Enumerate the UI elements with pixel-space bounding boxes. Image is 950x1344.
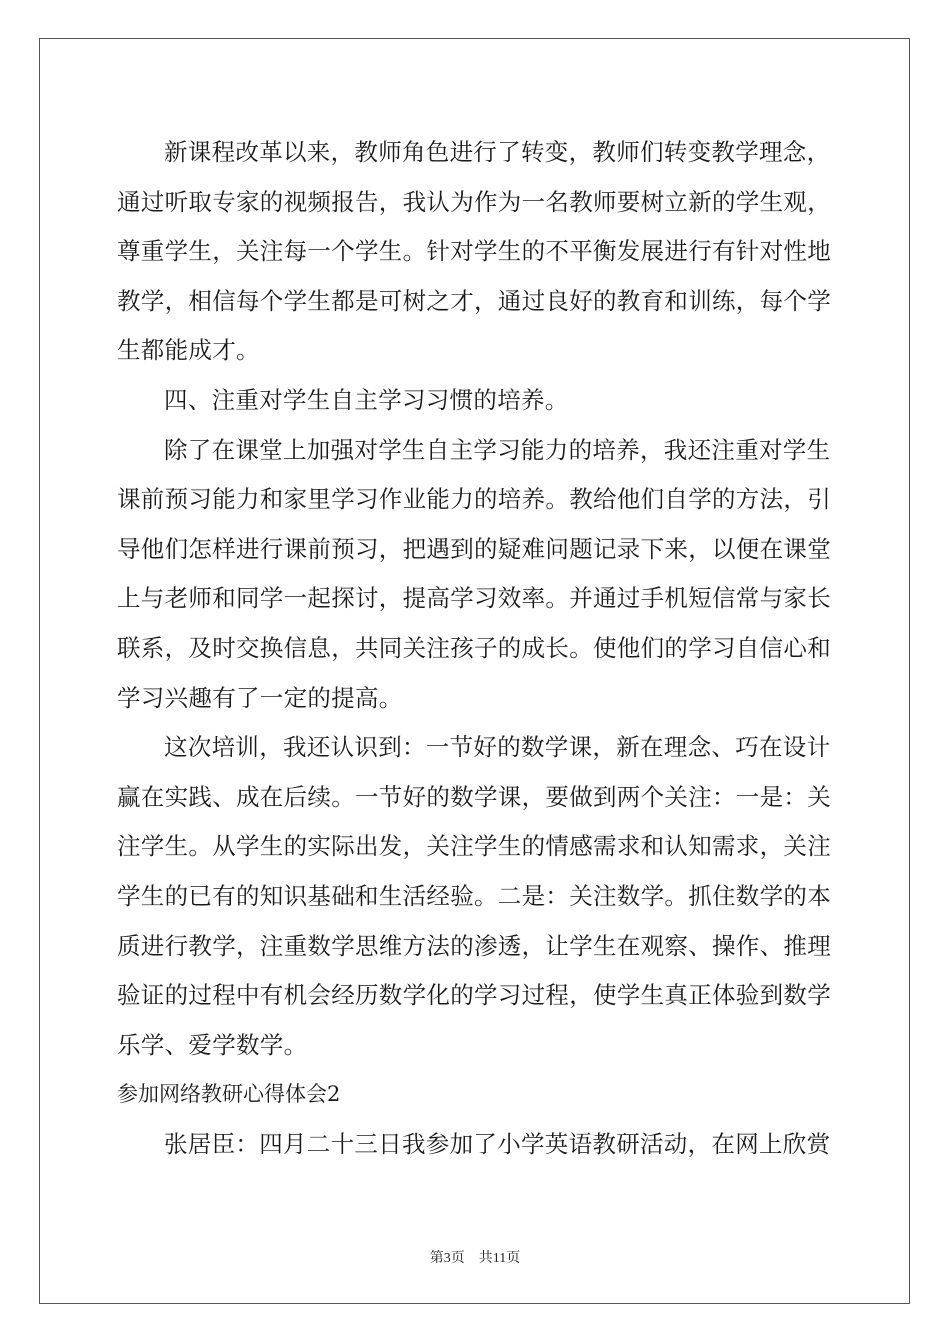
text-line: 通过听取专家的视频报告，我认为作为一名教师要树立新的学生观， <box>117 187 831 216</box>
paragraph-self-study <box>117 426 837 724</box>
text-line: 联系，及时交换信息，共同关注孩子的成长。使他们的学习自信心和 <box>117 633 831 662</box>
document-body <box>117 128 837 1169</box>
text-line: 上与老师和同学一起探讨，提高学习效率。并通过手机短信常与家长 <box>117 584 831 613</box>
text-line: 乐学、爱学数学。 <box>117 1030 308 1059</box>
text-line: 注学生。从学生的实际出发，关注学生的情感需求和认知需求，关注 <box>117 832 831 861</box>
text-line: 验证的过程中有机会经历数学化的学习过程，使学生真正体验到数学 <box>117 981 831 1010</box>
section-title: 参加网络教研心得体会2 <box>117 1082 341 1107</box>
text-line: 导他们怎样进行课前预习，把遇到的疑难问题记录下来，以便在课堂 <box>117 534 831 563</box>
text-line: 这次培训，我还认识到：一节好的数学课，新在理念、巧在设计 <box>164 733 831 762</box>
text-line: 四、注重对学生自主学习习惯的培养。 <box>164 385 569 414</box>
text-line: 新课程改革以来，教师角色进行了转变，教师们转变教学理念， <box>164 138 831 166</box>
text-line: 教学，相信每个学生都是可树之才，通过良好的教育和训练，每个学 <box>117 286 831 315</box>
paragraph-last: 张居臣：四月二十三日我参加了小学英语教研活动，在网上欣赏 <box>164 1129 831 1158</box>
text-line: 生都能成才。 <box>117 336 260 365</box>
text-line: 质进行教学，注重数学思维方法的渗透，让学生在观察、操作、推理 <box>117 931 831 960</box>
page-number-footer: 第3页 共11页 <box>429 1251 521 1266</box>
paragraph-role-change <box>117 128 837 376</box>
text-line: 课前预习能力和家里学习作业能力的培养。教给他们自学的方法，引 <box>117 485 831 514</box>
text-line: 学习兴趣有了一定的提高。 <box>117 683 403 712</box>
text-line: 学生的已有的知识基础和生活经验。二是：关注数学。抓住数学的本 <box>117 881 831 910</box>
text-line: 尊重学生，关注每一个学生。针对学生的不平衡发展进行有针对性地 <box>117 237 831 266</box>
section-four-heading <box>117 376 837 426</box>
text-line: 赢在实践、成在后续。一节好的数学课，要做到两个关注：一是：关 <box>117 782 831 811</box>
text-line: 除了在课堂上加强对学生自主学习能力的培养，我还注重对学生 <box>164 435 831 464</box>
paragraph-training-insight <box>117 723 837 1070</box>
